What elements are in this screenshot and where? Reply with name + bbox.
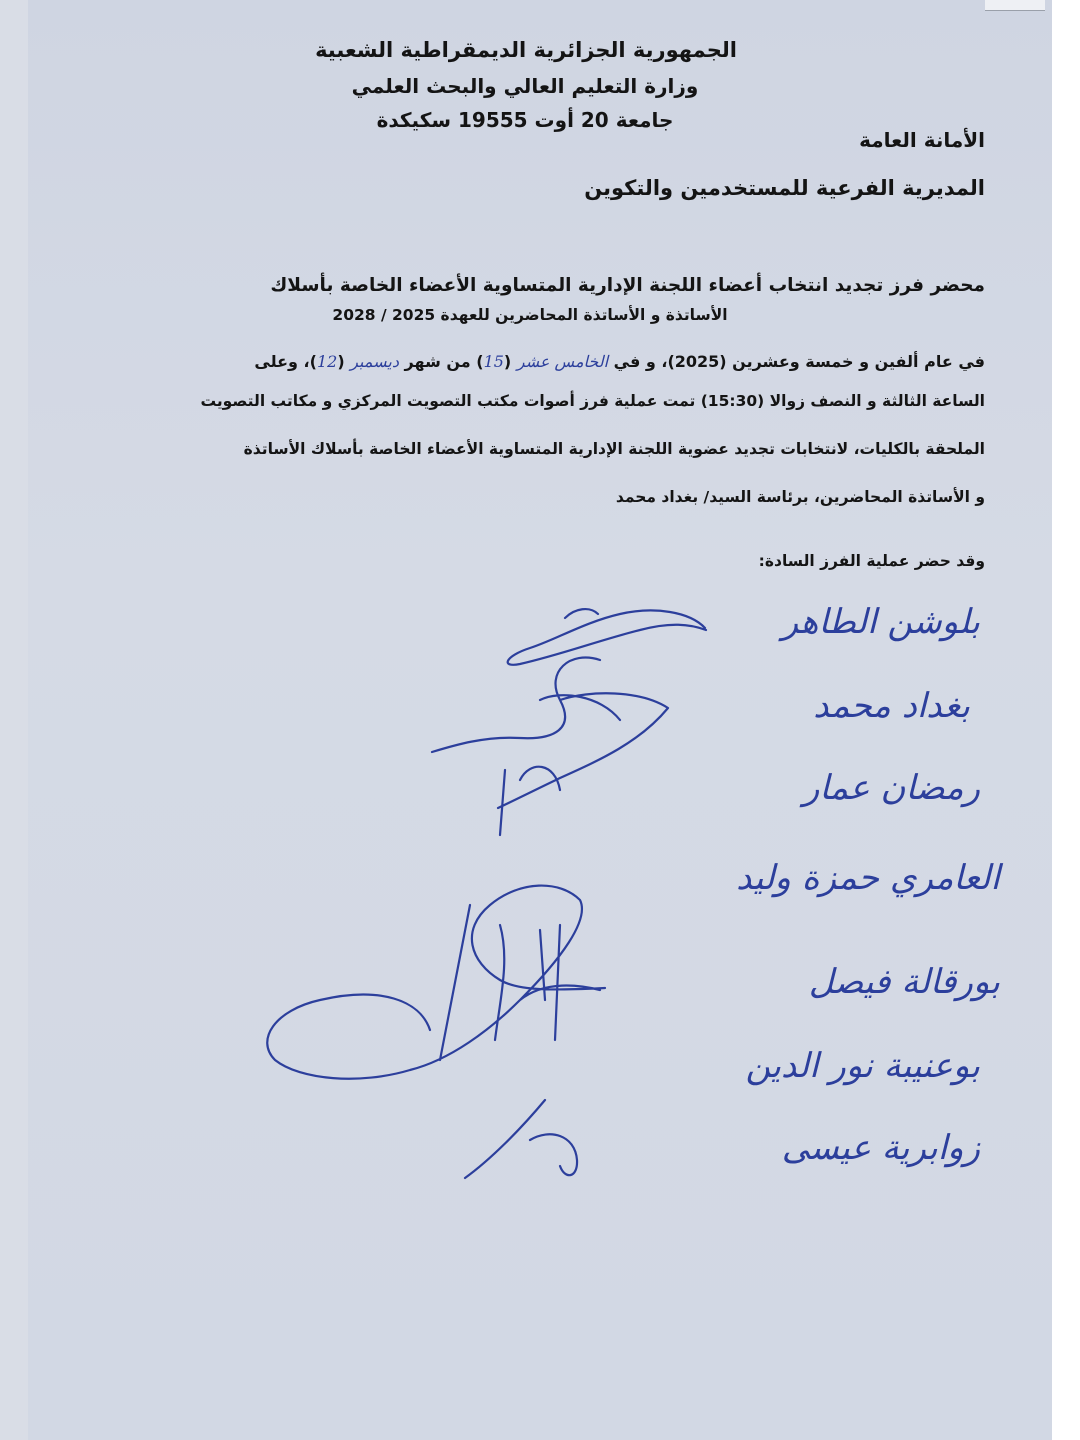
header-ministry: وزارة التعليم العالي والبحث العلمي [351,74,699,98]
attendee-name: بغداد محمد [813,686,970,726]
header-general-secretariat: الأمانة العامة [859,128,985,152]
document-title-line1: محضر فرز تجديد انتخاب أعضاء اللجنة الإدارية المتساوية الأعضاء الخاصة بأسلاك [270,275,985,296]
body-line-1: في عام ألفين و خمسة وعشرين (2025)، و في الخامس عشر (15) من شهر ديسمبر (12)، وعلى [254,352,985,371]
signature-3 [267,886,605,1079]
header-university: جامعة 20 أوت 19555 سكيكدة [376,108,674,132]
attendee-name: بورقالة فيصل [808,962,1000,1002]
header-republic: الجمهورية الجزائرية الديمقراطية الشعبية [315,38,737,62]
signature-2 [432,658,668,835]
body-line-3: الملحقة بالكليات، لانتخابات تجديد عضوية اللجنة الإدارية المتساوية الأعضاء الخاصة بأسلاك الأساتذة [243,440,985,458]
attendee-name: العامري حمزة وليد [736,858,1000,898]
handwritten-day: الخامس عشر [516,352,609,371]
attendee-name: زوابرية عيسى [781,1128,980,1168]
body-line-4: و الأساتذة المحاضرين، برئاسة السيد/ بغداد محمد [615,488,985,506]
handwritten-month: ديسمبر [350,352,399,371]
document-title-line2: الأساتذة و الأساتذة المحاضرين للعهدة 2025 / 2028 [332,306,728,324]
attendee-name: بوعنيبة نور الدين [745,1046,980,1086]
handwritten-day-number: 15 [483,352,504,371]
attendees-intro: وقد حضر عملية الفرز السادة: [758,552,985,570]
signature-1 [508,609,706,665]
header-sub-directorate: المديرية الفرعية للمستخدمين والتكوين [584,176,985,200]
handwritten-month-number: 12 [316,352,338,371]
attendee-name: رمضان عمار [803,768,980,808]
signature-4 [465,1100,577,1178]
body-line-2: الساعة الثالثة و النصف زوالا (15:30) تمت عملية فرز أصوات مكتب التصويت المركزي و مكاتب التصويت [200,392,985,410]
attendee-name: بلوشن الطاهر [781,602,980,642]
